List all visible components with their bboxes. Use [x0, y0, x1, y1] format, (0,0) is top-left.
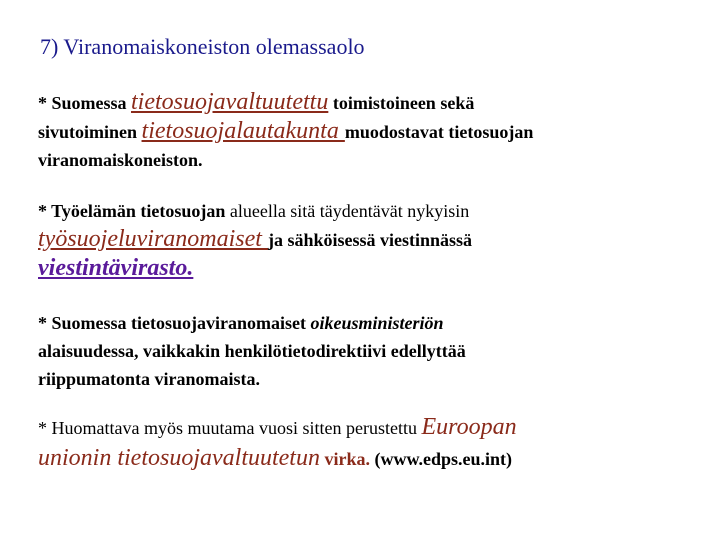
paragraph-2-line-1	[38, 197, 698, 225]
p2-text-b: alueella sitä täydentävät nykyisin	[225, 201, 470, 221]
paragraph-1-line-2	[38, 117, 698, 146]
p3-term-oikeusministerion: oikeusministeriön	[310, 313, 444, 333]
p2-term-viestintavirasto: viestintävirasto.	[38, 255, 194, 281]
p4-text-virka: virka.	[319, 449, 375, 469]
p1-text-f: muodostavat tietosuojan	[344, 122, 534, 142]
paragraph-4-line-2	[38, 443, 698, 474]
paragraph-3	[38, 309, 698, 393]
paragraph-2-line-2	[38, 225, 698, 254]
p2-term-tyosuojeluviranomaiset: työsuojeluviranomaiset	[38, 226, 268, 252]
slide-title: 7) Viranomaiskoneiston olemassaolo	[40, 34, 365, 59]
paragraph-1-line-3	[38, 146, 698, 174]
p4-text-a: * Huomattava myös muutama vuosi sitten perustettu	[38, 418, 422, 438]
p2-text-d: ja sähköisessä viestinnässä	[267, 230, 473, 250]
p3-text-a: * Suomessa tietosuojaviranomaiset	[38, 313, 311, 333]
p1-text-g: viranomaiskoneiston.	[38, 150, 203, 170]
p1-term-tietosuojalautakunta: tietosuojalautakunta	[141, 118, 345, 144]
paragraph-3-line-2	[38, 337, 698, 365]
paragraph-3-line-3	[38, 365, 698, 393]
p1-text-c: toimistoineen sekä	[328, 93, 475, 113]
p4-term-euroopan: Euroopan	[421, 414, 517, 440]
paragraph-1-line-1	[38, 88, 698, 117]
p1-text-d: sivutoiminen	[38, 122, 142, 142]
paragraph-4	[38, 412, 698, 474]
p3-text-d: riippumatonta viranomaista.	[38, 369, 261, 389]
p3-text-c: alaisuudessa, vaikkakin henkilötietodirektiivi edellyttää	[38, 341, 466, 361]
p4-term-unionin-tietosuojavaltuutetun: unionin tietosuojavaltuutetun	[38, 445, 320, 471]
paragraph-2-line-3	[38, 254, 698, 283]
paragraph-2	[38, 197, 698, 283]
paragraph-3-line-1	[38, 309, 698, 337]
p2-text-a: * Työelämän tietosuojan	[38, 201, 226, 221]
paragraph-1	[38, 88, 698, 174]
p1-text-a: * Suomessa	[38, 93, 132, 113]
p1-term-tietosuojavaltuutettu: tietosuojavaltuutettu	[131, 89, 329, 115]
p4-url-edps: (www.edps.eu.int)	[374, 449, 513, 469]
paragraph-4-line-1	[38, 412, 698, 443]
